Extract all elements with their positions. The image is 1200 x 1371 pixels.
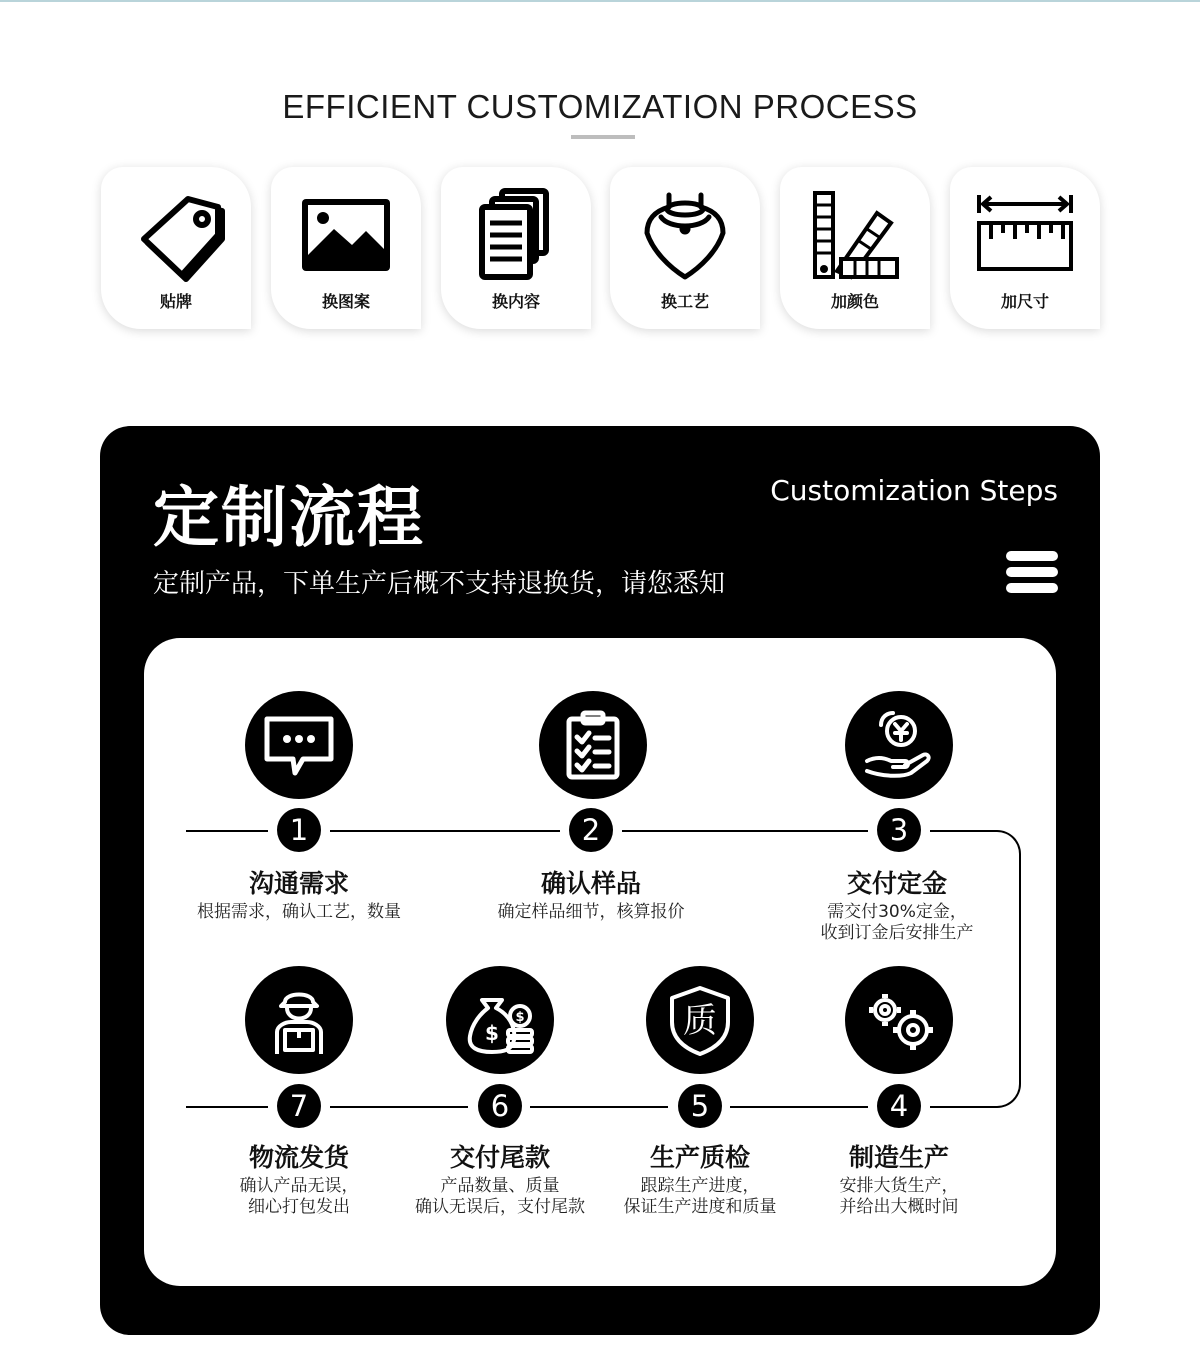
option-card-size[interactable] xyxy=(950,167,1100,329)
yuan-hand-icon xyxy=(859,705,939,785)
step-3-title: 交付定金 xyxy=(846,869,947,898)
gears-icon xyxy=(859,980,939,1060)
step-1-title: 沟通需求 xyxy=(248,869,349,898)
money-bag-icon xyxy=(460,980,540,1060)
step-4-desc: 安排大货生产， 并给出大概时间 xyxy=(839,1176,959,1217)
page-title: EFFICIENT CUSTOMIZATION PROCESS xyxy=(282,88,918,125)
svg-text:质: 质 xyxy=(683,1001,717,1041)
step-6-number: 6 xyxy=(478,1084,522,1128)
step-6-icon-circle xyxy=(446,966,554,1074)
color-palette-icon xyxy=(805,185,905,285)
courier-icon xyxy=(259,980,339,1060)
step-2-number: 2 xyxy=(569,808,613,852)
step-2-icon-circle xyxy=(539,691,647,799)
step-2-title: 确认样品 xyxy=(540,869,641,898)
option-card-tag[interactable] xyxy=(101,167,251,329)
step-5-icon-circle xyxy=(646,966,754,1074)
option-label: 贴牌 xyxy=(159,292,192,311)
title-underline xyxy=(571,135,635,139)
option-card-image[interactable] xyxy=(271,167,421,329)
option-card-craft[interactable] xyxy=(610,167,760,329)
connector-line xyxy=(530,1106,668,1108)
quality-shield-icon xyxy=(660,980,740,1060)
clipboard-check-icon xyxy=(553,705,633,785)
ruler-icon xyxy=(975,185,1075,285)
step-1-icon-circle xyxy=(245,691,353,799)
connector-line xyxy=(622,830,868,832)
connector-line xyxy=(730,1106,868,1108)
process-subtitle-en: Customization Steps xyxy=(770,474,1058,507)
option-label: 换内容 xyxy=(491,292,540,311)
tag-icon xyxy=(126,185,226,285)
step-1-desc: 根据需求，确认工艺，数量 xyxy=(197,902,401,922)
necklace-icon xyxy=(635,185,735,285)
step-3-icon-circle xyxy=(845,691,953,799)
step-6-title: 交付尾款 xyxy=(449,1143,550,1172)
top-divider xyxy=(0,0,1200,2)
connector-line xyxy=(186,1106,268,1108)
connector-line xyxy=(330,1106,468,1108)
step-7-icon-circle xyxy=(245,966,353,1074)
connector-line xyxy=(186,830,268,832)
step-4-title: 制造生产 xyxy=(848,1143,949,1172)
step-5-title: 生产质检 xyxy=(649,1143,750,1172)
connector-line xyxy=(930,1106,976,1108)
connector-line xyxy=(330,830,560,832)
step-1-number: 1 xyxy=(277,808,321,852)
menu-icon xyxy=(1006,551,1058,593)
step-3-desc: 需交付30%定金， 收到订金后安排生产 xyxy=(820,902,974,943)
step-5-number: 5 xyxy=(678,1084,722,1128)
option-label: 换工艺 xyxy=(660,292,709,311)
step-6-desc: 产品数量、质量 确认无误后，支付尾款 xyxy=(415,1176,585,1217)
chat-icon xyxy=(259,705,339,785)
process-notice: 定制产品，下单生产后概不支持退换货，请您悉知 xyxy=(153,569,726,599)
documents-icon xyxy=(466,185,566,285)
image-icon xyxy=(296,185,396,285)
option-card-documents[interactable] xyxy=(441,167,591,329)
step-3-number: 3 xyxy=(877,808,921,852)
connector-line xyxy=(930,830,976,832)
steps-card xyxy=(144,638,1056,1286)
svg-text:$: $ xyxy=(515,1010,525,1025)
step-7-title: 物流发货 xyxy=(248,1143,349,1172)
step-7-desc: 确认产品无误， 细心打包发出 xyxy=(239,1176,359,1217)
option-label: 换图案 xyxy=(321,292,370,311)
process-title: 定制流程 xyxy=(153,479,425,556)
step-7-number: 7 xyxy=(277,1084,321,1128)
step-2-desc: 确定样品细节，核算报价 xyxy=(497,902,685,922)
option-label: 加颜色 xyxy=(830,292,879,311)
step-5-desc: 跟踪生产进度， 保证生产进度和质量 xyxy=(623,1176,777,1217)
step-4-number: 4 xyxy=(877,1084,921,1128)
option-label: 加尺寸 xyxy=(1000,292,1049,311)
process-panel xyxy=(100,426,1100,1335)
step-4-icon-circle xyxy=(845,966,953,1074)
svg-text:$: $ xyxy=(485,1021,499,1045)
option-card-color[interactable] xyxy=(780,167,930,329)
